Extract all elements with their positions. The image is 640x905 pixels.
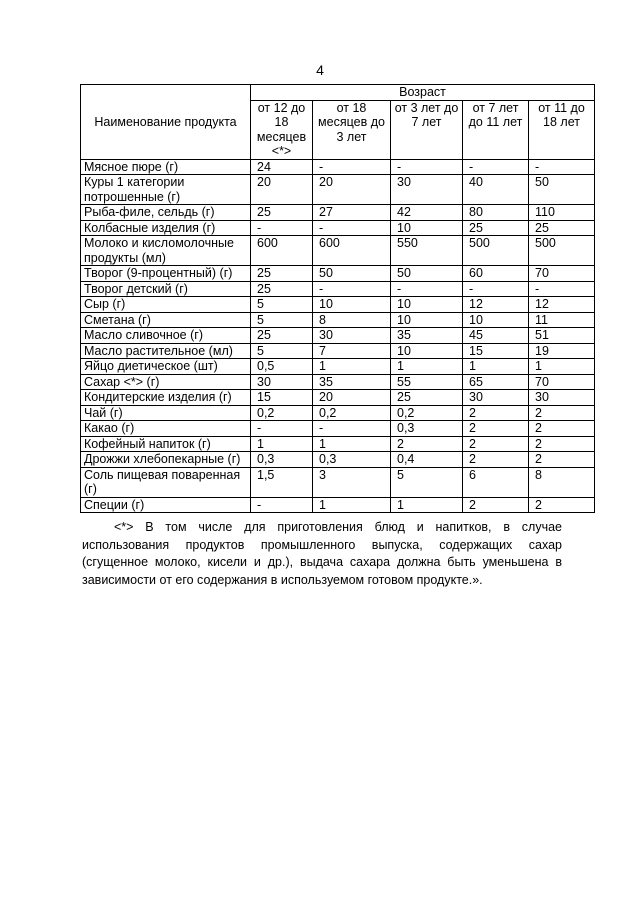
product-name-cell: Кондитерские изделия (г) (81, 390, 251, 406)
value-cell: 20 (313, 390, 391, 406)
value-cell: 0,5 (251, 359, 313, 375)
table-row (81, 405, 595, 421)
value-cell: 40 (463, 175, 529, 205)
table-row (81, 236, 595, 266)
food-norms-table (80, 84, 595, 513)
value-cell: 2 (529, 421, 595, 437)
value-cell: 19 (529, 343, 595, 359)
value-cell: 24 (251, 159, 313, 175)
value-cell: 35 (313, 374, 391, 390)
value-cell: 10 (391, 297, 463, 313)
value-cell: 10 (391, 343, 463, 359)
value-cell: 1 (391, 497, 463, 513)
value-cell: 25 (529, 220, 595, 236)
product-name-cell: Какао (г) (81, 421, 251, 437)
product-name-cell: Яйцо диетическое (шт) (81, 359, 251, 375)
table-row (81, 205, 595, 221)
value-cell: 2 (463, 436, 529, 452)
product-name-cell: Сметана (г) (81, 312, 251, 328)
value-cell: 5 (391, 467, 463, 497)
value-cell: 11 (529, 312, 595, 328)
product-name-cell: Дрожжи хлебопекарные (г) (81, 452, 251, 468)
value-cell: 7 (313, 343, 391, 359)
value-cell: 50 (313, 266, 391, 282)
value-cell: 65 (463, 374, 529, 390)
value-cell: - (463, 281, 529, 297)
value-cell: 2 (529, 452, 595, 468)
value-cell: 2 (391, 436, 463, 452)
product-name-cell: Чай (г) (81, 405, 251, 421)
table-row (81, 359, 595, 375)
age-group-header: от 7 лет до 11 лет (463, 100, 529, 159)
value-cell: 500 (463, 236, 529, 266)
value-cell: 70 (529, 374, 595, 390)
product-name-cell: Молоко и кисломолочные продукты (мл) (81, 236, 251, 266)
value-cell: 1,5 (251, 467, 313, 497)
table-row (81, 159, 595, 175)
value-cell: 2 (463, 421, 529, 437)
value-cell: 8 (313, 312, 391, 328)
value-cell: 0,4 (391, 452, 463, 468)
value-cell: 20 (251, 175, 313, 205)
value-cell: 2 (463, 497, 529, 513)
table-row (81, 297, 595, 313)
value-cell: 10 (313, 297, 391, 313)
value-cell: 42 (391, 205, 463, 221)
value-cell: 50 (391, 266, 463, 282)
value-cell: 1 (313, 497, 391, 513)
value-cell: 30 (251, 374, 313, 390)
table-row (81, 220, 595, 236)
value-cell: - (313, 421, 391, 437)
value-cell: - (313, 220, 391, 236)
value-cell: 0,2 (391, 405, 463, 421)
product-name-cell: Специи (г) (81, 497, 251, 513)
table-row (81, 374, 595, 390)
value-cell: 1 (463, 359, 529, 375)
value-cell: 80 (463, 205, 529, 221)
age-group-header: от 11 до 18 лет (529, 100, 595, 159)
value-cell: 50 (529, 175, 595, 205)
product-name-cell: Сахар <*> (г) (81, 374, 251, 390)
value-cell: 20 (313, 175, 391, 205)
product-name-cell: Куры 1 категории потрошенные (г) (81, 175, 251, 205)
age-group-header: от 3 лет до 7 лет (391, 100, 463, 159)
product-name-cell: Масло сливочное (г) (81, 328, 251, 344)
value-cell: - (529, 281, 595, 297)
value-cell: 2 (529, 436, 595, 452)
product-name-cell: Масло растительное (мл) (81, 343, 251, 359)
value-cell: 6 (463, 467, 529, 497)
table-body (81, 159, 595, 513)
value-cell: 5 (251, 343, 313, 359)
value-cell: 5 (251, 312, 313, 328)
value-cell: - (251, 220, 313, 236)
value-cell: 1 (251, 436, 313, 452)
value-cell: 10 (391, 220, 463, 236)
table-row (81, 281, 595, 297)
value-cell: 5 (251, 297, 313, 313)
value-cell: 1 (529, 359, 595, 375)
value-cell: 2 (529, 405, 595, 421)
table-header-row (81, 85, 595, 101)
product-column-header: Наименование продукта (81, 85, 251, 160)
value-cell: 1 (391, 359, 463, 375)
value-cell: 3 (313, 467, 391, 497)
table-row (81, 497, 595, 513)
value-cell: 60 (463, 266, 529, 282)
value-cell: 2 (463, 405, 529, 421)
table-row (81, 328, 595, 344)
value-cell: 15 (463, 343, 529, 359)
page-number: 4 (316, 62, 324, 78)
table-row (81, 436, 595, 452)
value-cell: 45 (463, 328, 529, 344)
footnote (82, 519, 562, 589)
product-name-cell: Кофейный напиток (г) (81, 436, 251, 452)
value-cell: 0,3 (251, 452, 313, 468)
table-row (81, 312, 595, 328)
value-cell: 600 (313, 236, 391, 266)
value-cell: - (313, 159, 391, 175)
value-cell: 35 (391, 328, 463, 344)
value-cell: - (391, 159, 463, 175)
product-name-cell: Сыр (г) (81, 297, 251, 313)
value-cell: 600 (251, 236, 313, 266)
table-row (81, 266, 595, 282)
table-row (81, 452, 595, 468)
value-cell: 30 (313, 328, 391, 344)
product-name-cell: Мясное пюре (г) (81, 159, 251, 175)
product-name-cell: Творог (9-процентный) (г) (81, 266, 251, 282)
value-cell: 8 (529, 467, 595, 497)
value-cell: 2 (463, 452, 529, 468)
value-cell: 110 (529, 205, 595, 221)
value-cell: 2 (529, 497, 595, 513)
value-cell: - (391, 281, 463, 297)
table-row (81, 421, 595, 437)
value-cell: 12 (463, 297, 529, 313)
age-column-header: Возраст (251, 85, 595, 101)
value-cell: - (529, 159, 595, 175)
table-row (81, 175, 595, 205)
age-group-header: от 18 месяцев до 3 лет (313, 100, 391, 159)
value-cell: 12 (529, 297, 595, 313)
footnote-text: <*> В том числе для приготовления блюд и напитков, в случае использования продуктов промышленного выпуска, содержащих сахар (сгущенное молоко, кисели и др.), выдача сахара должна быть уменьшена в зависимости от его содержания в используемом готовом продукте.». (82, 520, 562, 587)
value-cell: 25 (251, 205, 313, 221)
value-cell: 500 (529, 236, 595, 266)
value-cell: 25 (391, 390, 463, 406)
value-cell: - (251, 497, 313, 513)
value-cell: - (313, 281, 391, 297)
value-cell: 10 (391, 312, 463, 328)
value-cell: 25 (251, 328, 313, 344)
value-cell: - (251, 421, 313, 437)
value-cell: 70 (529, 266, 595, 282)
age-group-header: от 12 до 18 месяцев <*> (251, 100, 313, 159)
value-cell: - (463, 159, 529, 175)
value-cell: 27 (313, 205, 391, 221)
value-cell: 25 (251, 281, 313, 297)
product-name-cell: Творог детский (г) (81, 281, 251, 297)
value-cell: 25 (463, 220, 529, 236)
table-row (81, 390, 595, 406)
value-cell: 55 (391, 374, 463, 390)
value-cell: 15 (251, 390, 313, 406)
value-cell: 51 (529, 328, 595, 344)
value-cell: 30 (529, 390, 595, 406)
value-cell: 10 (463, 312, 529, 328)
value-cell: 1 (313, 436, 391, 452)
product-name-cell: Колбасные изделия (г) (81, 220, 251, 236)
value-cell: 30 (391, 175, 463, 205)
table-row (81, 343, 595, 359)
value-cell: 0,2 (251, 405, 313, 421)
product-name-cell: Рыба-филе, сельдь (г) (81, 205, 251, 221)
value-cell: 0,2 (313, 405, 391, 421)
table-row (81, 467, 595, 497)
value-cell: 550 (391, 236, 463, 266)
value-cell: 0,3 (391, 421, 463, 437)
product-name-cell: Соль пищевая поваренная (г) (81, 467, 251, 497)
value-cell: 1 (313, 359, 391, 375)
value-cell: 0,3 (313, 452, 391, 468)
value-cell: 30 (463, 390, 529, 406)
value-cell: 25 (251, 266, 313, 282)
